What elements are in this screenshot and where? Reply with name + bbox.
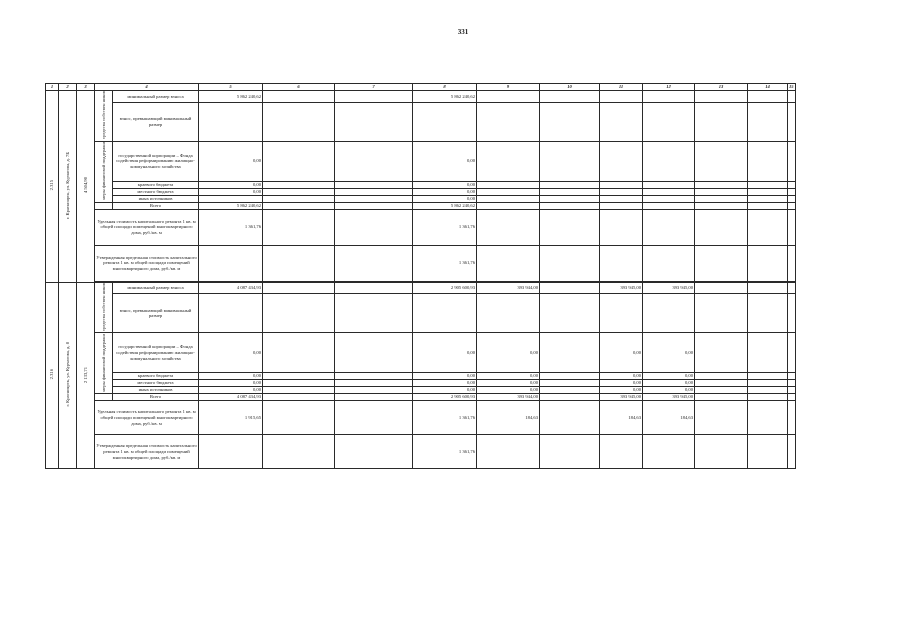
table-row <box>46 102 796 141</box>
cell-value: 184,63 <box>643 401 695 435</box>
table-row <box>46 245 796 281</box>
table-row <box>46 209 796 245</box>
cell-value: 0,00 <box>477 380 540 387</box>
cell-value: 1 361,76 <box>413 209 477 245</box>
cell-value: 1 361,76 <box>199 209 263 245</box>
row-label: минимальный размер взноса <box>113 91 199 103</box>
row-label: Утвержденная предельная стоимость капитального ремонта 1 кв. м общей площади помещений многоквартирного дома, руб./кв. м <box>95 245 199 281</box>
cell-value: 2 905 600,93 <box>413 394 477 401</box>
cell-value: 0,00 <box>477 387 540 394</box>
col-number: 2 <box>59 84 77 91</box>
row-label: местного бюджета <box>113 380 199 387</box>
cell-value: 0,00 <box>477 373 540 380</box>
cell-value: 0,00 <box>199 333 263 373</box>
row-label: взнос, превышающий минимальный размер <box>113 102 199 141</box>
row-label: Всего <box>113 394 199 401</box>
record-address: г. Красноярск, ул. Курчатова, д. 7Б <box>59 91 77 283</box>
cell-value: 0,00 <box>413 141 477 181</box>
cell-value: 0,00 <box>413 373 477 380</box>
row-label: иных источников <box>113 195 199 202</box>
col-number: 4 <box>95 84 199 91</box>
support-measures-label: меры финансовой поддержки <box>95 141 113 202</box>
col-number: 14 <box>748 84 788 91</box>
table-row <box>46 435 796 469</box>
col-number: 1 <box>46 84 59 91</box>
row-label: краевого бюджета <box>113 181 199 188</box>
cell-value: 5 862 240,62 <box>413 202 477 209</box>
record-area: 4 504,90 <box>77 91 95 283</box>
cell-value: 0,00 <box>600 333 643 373</box>
col-number: 15 <box>789 84 794 90</box>
cell-value: 0,00 <box>413 195 477 202</box>
column-number-row <box>46 84 796 91</box>
cell-value: 1 361,76 <box>413 435 477 469</box>
cell-value: 184,63 <box>477 401 540 435</box>
row-label: Всего <box>113 202 199 209</box>
page-number: 331 <box>457 28 469 36</box>
row-label: государственной корпорации – Фонда содействия реформированию жилищно-коммунального хозяйства <box>113 333 199 373</box>
col-number: 11 <box>600 84 643 91</box>
table-row <box>46 380 796 387</box>
row-label: Удельная стоимость капитального ремонта 1 кв. м общей площади помещений многоквартирного дома, руб./кв. м <box>95 209 199 245</box>
cell-value: 0,00 <box>643 387 695 394</box>
cell-value: 184,63 <box>600 401 643 435</box>
cell-value: 0,00 <box>643 373 695 380</box>
cell-value: 0,00 <box>600 380 643 387</box>
row-label: Удельная стоимость капитального ремонта 1 кв. м общей площади помещений многоквартирного дома, руб./кв. м <box>95 401 199 435</box>
cell-value: 0,00 <box>600 387 643 394</box>
support-measures-label: меры финансовой поддержки <box>95 333 113 394</box>
table-row <box>46 294 796 333</box>
cell-value: 0,00 <box>413 380 477 387</box>
row-label: взнос, превышающий минимальный размер <box>113 294 199 333</box>
table-row <box>46 394 796 401</box>
table-row <box>46 373 796 380</box>
row-label: минимальный размер взноса <box>113 282 199 294</box>
col-number: 5 <box>199 84 263 91</box>
cell-value: 0,00 <box>643 380 695 387</box>
record-id: 2.315 <box>46 91 59 283</box>
row-label: краевого бюджета <box>113 373 199 380</box>
table-row <box>46 141 796 181</box>
cell-value: 5 862 240,62 <box>199 91 263 103</box>
cell-value: 0,00 <box>643 333 695 373</box>
col-number: 7 <box>335 84 413 91</box>
cell-value: 393 945,00 <box>643 394 695 401</box>
cell-value: 5 862 240,62 <box>199 202 263 209</box>
table-row <box>46 91 796 103</box>
table-row <box>46 202 796 209</box>
cell-value: 0,00 <box>199 188 263 195</box>
cell-value: 0,00 <box>600 373 643 380</box>
cell-value: 0,00 <box>199 380 263 387</box>
col-number: 9 <box>477 84 540 91</box>
row-label: Утвержденная предельная стоимость капитального ремонта 1 кв. м общей площади помещений многоквартирного дома, руб./кв. м <box>95 435 199 469</box>
table-row <box>46 181 796 188</box>
cell-value: 0,00 <box>199 141 263 181</box>
cell-value: 5 862 240,62 <box>413 91 477 103</box>
col-number: 10 <box>540 84 600 91</box>
capital-repair-table <box>45 83 796 469</box>
col-number: 13 <box>695 84 748 91</box>
col-number: 6 <box>263 84 335 91</box>
cell-value: 0,00 <box>413 181 477 188</box>
col-number: 8 <box>413 84 477 91</box>
table-row <box>46 333 796 373</box>
col-number: 12 <box>643 84 695 91</box>
cell-value: 4 087 434,93 <box>199 282 263 294</box>
cell-value <box>199 195 263 202</box>
record-address: г. Красноярск, ул. Курчатова, д. 8 <box>59 282 77 469</box>
owner-funds-label: средства собствен ников <box>95 91 113 142</box>
cell-value: 4 087 434,93 <box>199 394 263 401</box>
cell-value: 393 944,00 <box>477 282 540 294</box>
table-row <box>46 195 796 202</box>
cell-value: 0,00 <box>199 373 263 380</box>
table-row <box>46 401 796 435</box>
cell-value: 0,00 <box>477 333 540 373</box>
cell-value: 2 905 600,93 <box>413 282 477 294</box>
row-label: местного бюджета <box>113 188 199 195</box>
cell-value: 1 361,76 <box>413 401 477 435</box>
table-row <box>46 188 796 195</box>
cell-value: 1 361,76 <box>413 245 477 281</box>
cell-value: 0,00 <box>413 333 477 373</box>
cell-value: 393 945,00 <box>600 282 643 294</box>
cell-value: 1 915,65 <box>199 401 263 435</box>
record-id: 2.316 <box>46 282 59 469</box>
cell-value: 393 944,00 <box>477 394 540 401</box>
table-row <box>46 387 796 394</box>
owner-funds-label: средства собствен ников <box>95 282 113 333</box>
record-area: 2 133,71 <box>77 282 95 469</box>
row-label: иных источников <box>113 387 199 394</box>
cell-value: 0,00 <box>199 387 263 394</box>
cell-value: 0,00 <box>413 387 477 394</box>
col-number: 3 <box>77 84 95 91</box>
cell-value: 393 945,00 <box>600 394 643 401</box>
row-label: государственной корпорации – Фонда содействия реформированию жилищно-коммунального хозяйства <box>113 141 199 181</box>
cell-value: 0,00 <box>413 188 477 195</box>
cell-value: 393 945,00 <box>643 282 695 294</box>
cell-value: 0,00 <box>199 181 263 188</box>
table-row <box>46 282 796 294</box>
